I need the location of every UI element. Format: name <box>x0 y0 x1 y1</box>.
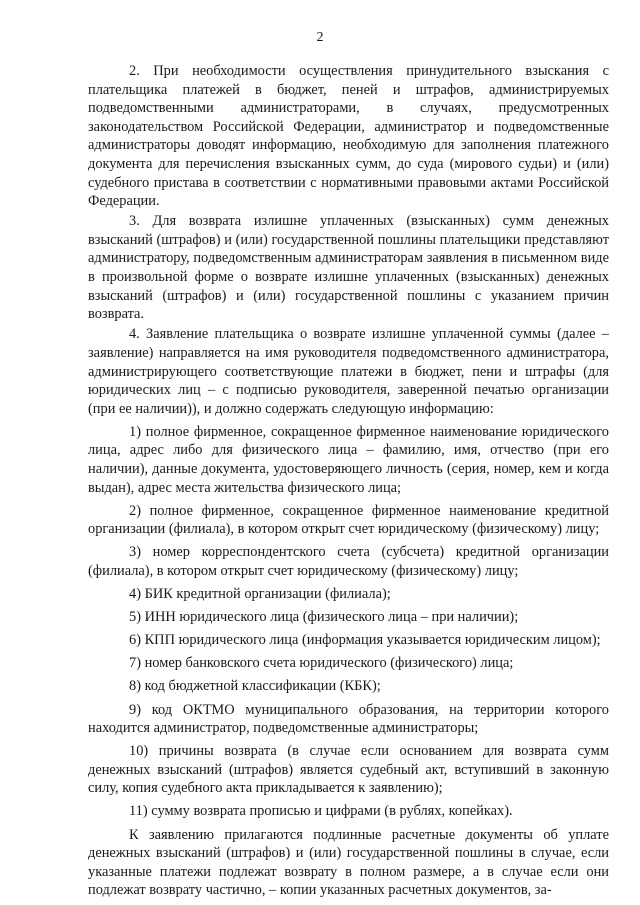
list-item: 7) номер банковского счета юридического (физического) лица; <box>129 655 514 672</box>
list-item: 2) полное фирменное, сокращенное фирменное наименование кредитной организации (филиала), в котором открыт счет юридическому (физическому) лицу; <box>88 502 609 538</box>
closing-paragraph: К заявлению прилагаются подлинные расчетные документы об уплате денежных взысканий (штрафов) и (или) государственной пошлины в случае, если указанные платежи подлежат возврату в полном размере, а в случае если они подлежат возврату частично, – копии указанных расчетных документов, за- <box>88 826 609 899</box>
list-item: 5) ИНН юридического лица (физического лица – при наличии); <box>129 609 519 626</box>
list-item: 3) номер корреспондентского счета (субсчета) кредитной организации (филиала), в котором открыт счет юридическому (физическому) лицу; <box>88 544 609 579</box>
list-item: 11) сумму возврата прописью и цифрами (в рублях, копейках). <box>129 803 513 820</box>
list-item: 8) код бюджетной классификации (КБК); <box>129 678 381 695</box>
list-item: 4) БИК кредитной организации (филиала); <box>129 586 391 603</box>
list-item: 10) причины возврата (в случае если основанием для возврата сумм денежных взысканий (штрафов) является судебный акт, вступивший в законную силу, копия судебного акта прикладывается к заявлению); <box>88 743 609 797</box>
document-body <box>88 62 609 900</box>
paragraph-2: 2. При необходимости осуществления принудительного взыскания с плательщика платежей в бюджет, пеней и штрафов, администрируемых подведомственными администраторами, в случаях, предусмотренных законодательством Российской Федерации, администратор и подведомственные администраторы доводят информацию, необходимую для заполнения платежного документа для перечисления взысканных сумм, до суда (мирового судьи) и (или) судебного пристава в соответствии с нормативными правовыми актами Российской Федерации. <box>88 63 609 210</box>
paragraph-3: 3. Для возврата излишне уплаченных (взысканных) сумм денежных взысканий (штрафов) и (или) государственной пошлины плательщики представляют администратору, подведомственным администраторам заявления в письменном виде в произвольной форме о возврате излишне уплаченных (взысканных) денежных взысканий (штрафов) и (или) государственной пошлины с указанием причин возврата. <box>88 213 609 323</box>
page-number: 2 <box>316 30 324 45</box>
list-item: 6) КПП юридического лица (информация указывается юридическим лицом); <box>129 632 601 649</box>
paragraph-4: 4. Заявление плательщика о возврате излишне уплаченной суммы (далее – заявление) направляется на имя руководителя подведомственного администратора, администрирующего соответствующие платежи в бюджет, пени и штрафы (для юридических лиц – с подписью руководителя, заверенной печатью организации (при ее наличии)), и должно содержать следующую информацию: <box>88 326 609 417</box>
list-item: 9) код ОКТМО муниципального образования, на территории которого находится администратор, подведомственные администраторы; <box>88 701 609 737</box>
list-item: 1) полное фирменное, сокращенное фирменное наименование юридического лица, адрес либо для физического лица – фамилию, имя, отчество (при его наличии), данные документа, удостоверяющего личность (серия, номер, кем и когда выдан), адрес места жительства физического лица; <box>88 423 609 496</box>
